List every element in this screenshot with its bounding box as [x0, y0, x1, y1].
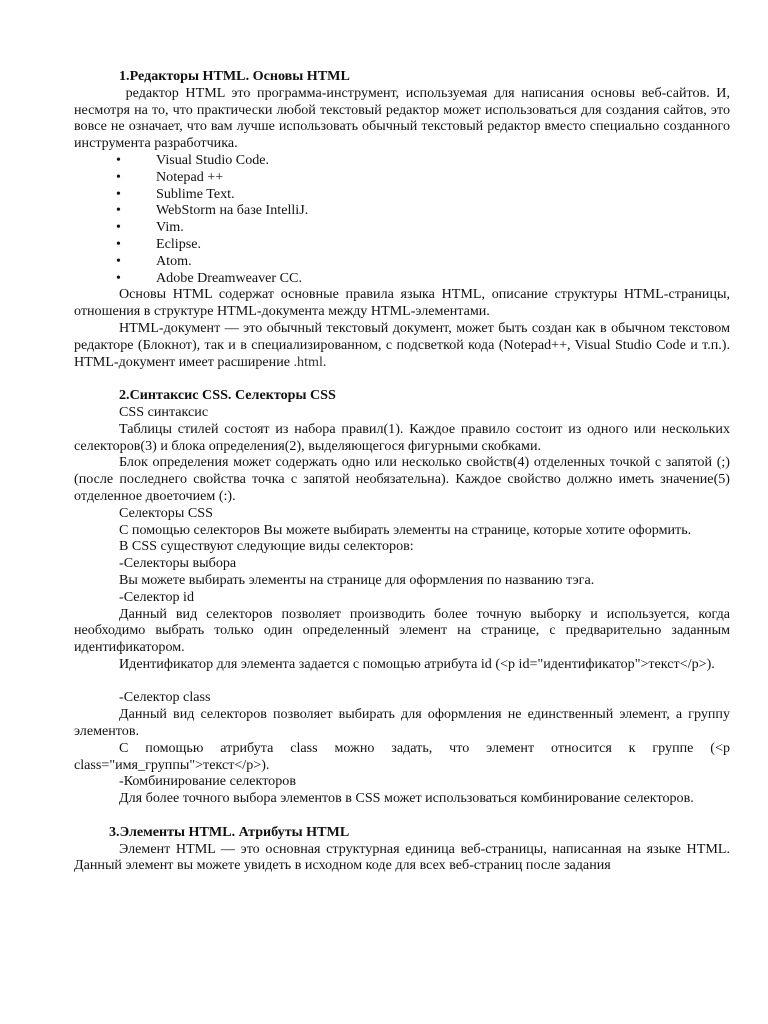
list-item-label: Eclipse.: [156, 235, 202, 252]
paragraph-selectors-purpose: С помощью селекторов Вы можете выбирать элементы на странице, которые хотите оформить.: [119, 521, 692, 538]
paragraph-selector-combination: Для более точного выбора элементов в CSS может использоваться комбинирование селекторов.: [119, 790, 694, 807]
bullet-icon: •: [116, 252, 121, 269]
paragraph-selector-id-attr: Идентификатор для элемента задается с помощью атрибута id (<p id="идентификатор">текст</p>).: [119, 655, 715, 672]
list-item: [74, 152, 730, 169]
paragraph-html-basics: Основы HTML содержат основные правила языка HTML, описание структуры HTML-страницы, отношения в структуре HTML-документа между HTML-элементами.: [74, 286, 730, 320]
selector-kind-id: -Селектор id: [119, 588, 195, 605]
paragraph-css-block: Блок определения может содержать одно или несколько свойств(4) отделенных точкой с запятой (;) (после последнего свойства точка с запятой необязательна). Каждое свойство должно иметь значение(5) отделенное двоеточием (:).: [74, 454, 730, 504]
paragraph-html-document-text: HTML-документ — это обычный текстовый документ, может быть создан как в обычном текстовом редакторе (Блокнот), так и в специализированном, с подсветкой кода (Notepad++, Visual Studio Code и т.п.). HTML-документ имеет расширение: [74, 319, 730, 370]
bullet-icon: •: [116, 185, 121, 202]
paragraph-selector-tag: Вы можете выбирать элементы на странице для оформления по названию тэга.: [119, 571, 595, 588]
bullet-icon: •: [116, 168, 121, 185]
file-extension: .html: [293, 353, 323, 370]
sentence-end: .: [322, 353, 327, 370]
paragraph-html-element: Элемент HTML — это основная структурная единица веб-страницы, написанная на языке HTML. Данный элемент вы можете увидеть в исходном коде для всех веб-страниц после задания: [74, 840, 730, 874]
list-item: [74, 236, 730, 253]
blank-line: [74, 370, 730, 387]
paragraph-css-rules: Таблицы стилей состоят из набора правил(1). Каждое правило состоит из одного или нескольких селекторов(3) и блока определения(2), выделяющегося фигурными скобками.: [74, 420, 730, 454]
paragraph-selector-id: Данный вид селекторов позволяет производить более точную выборку и используется, когда необходимо выбрать только один определенный элемент на странице, с предварительно заданным идентификатором.: [74, 605, 730, 656]
list-item: [74, 202, 730, 219]
selector-kind-class: -Селектор class: [119, 689, 211, 706]
section-heading-editors: 1.Редакторы HTML. Основы HTML: [119, 68, 350, 84]
list-item-label: Vim.: [156, 219, 184, 236]
selector-kind-tag: -Селекторы выбора: [119, 555, 237, 572]
section-heading-css: 2.Синтаксис CSS. Селекторы CSS: [119, 387, 336, 404]
bullet-icon: •: [116, 151, 121, 168]
list-item: [74, 270, 730, 287]
bullet-icon: •: [116, 219, 121, 236]
list-item-label: Sublime Text.: [156, 185, 235, 202]
subheading-css-syntax: CSS синтаксис: [119, 403, 209, 420]
paragraph-editor-intro-text: редактор HTML это программа-инструмент, используемая для написания основы веб-сайтов. И, несмотря на то, что практически любой текстовый редактор может использоваться для создания сайтов, это вовсе не означает, что вам лучше использовать обычный текстовый редактор вместо специально созданного инструмента разработчика.: [74, 84, 730, 152]
section-heading-elements: 3.Элементы HTML. Атрибуты HTML: [109, 823, 350, 840]
paragraph-selector-class: Данный вид селекторов позволяет выбирать для оформления не единственный элемент, а группу элементов.: [74, 706, 730, 740]
paragraph-html-document: [74, 320, 730, 370]
list-item-label: Atom.: [156, 252, 192, 269]
bullet-icon: •: [116, 202, 121, 219]
blank-line: [74, 673, 730, 690]
list-item: [74, 186, 730, 203]
list-item-label: Notepad ++: [156, 168, 224, 185]
bullet-icon: •: [116, 269, 121, 286]
document-body: [74, 68, 730, 874]
editor-list: [74, 152, 730, 286]
list-item: [74, 253, 730, 270]
selector-kind-combination: -Комбинирование селекторов: [119, 773, 296, 790]
list-item-label: Visual Studio Code.: [156, 151, 270, 168]
list-item-label: WebStorm на базе IntelliJ.: [156, 202, 309, 219]
bullet-icon: •: [116, 235, 121, 252]
subheading-css-selectors: Селекторы CSS: [119, 504, 213, 521]
paragraph-editor-intro: [74, 85, 730, 152]
list-item-label: Adobe Dreamweaver CC.: [156, 269, 302, 286]
list-item: [74, 169, 730, 186]
paragraph-selector-kinds: В CSS существуют следующие виды селекторов:: [119, 538, 414, 555]
list-item: [74, 219, 730, 236]
paragraph-selector-class-attr: С помощью атрибута class можно задать, что элемент относится к группе (<p class="имя_группы">текст</p>).: [74, 739, 730, 773]
blank-line: [74, 807, 730, 824]
